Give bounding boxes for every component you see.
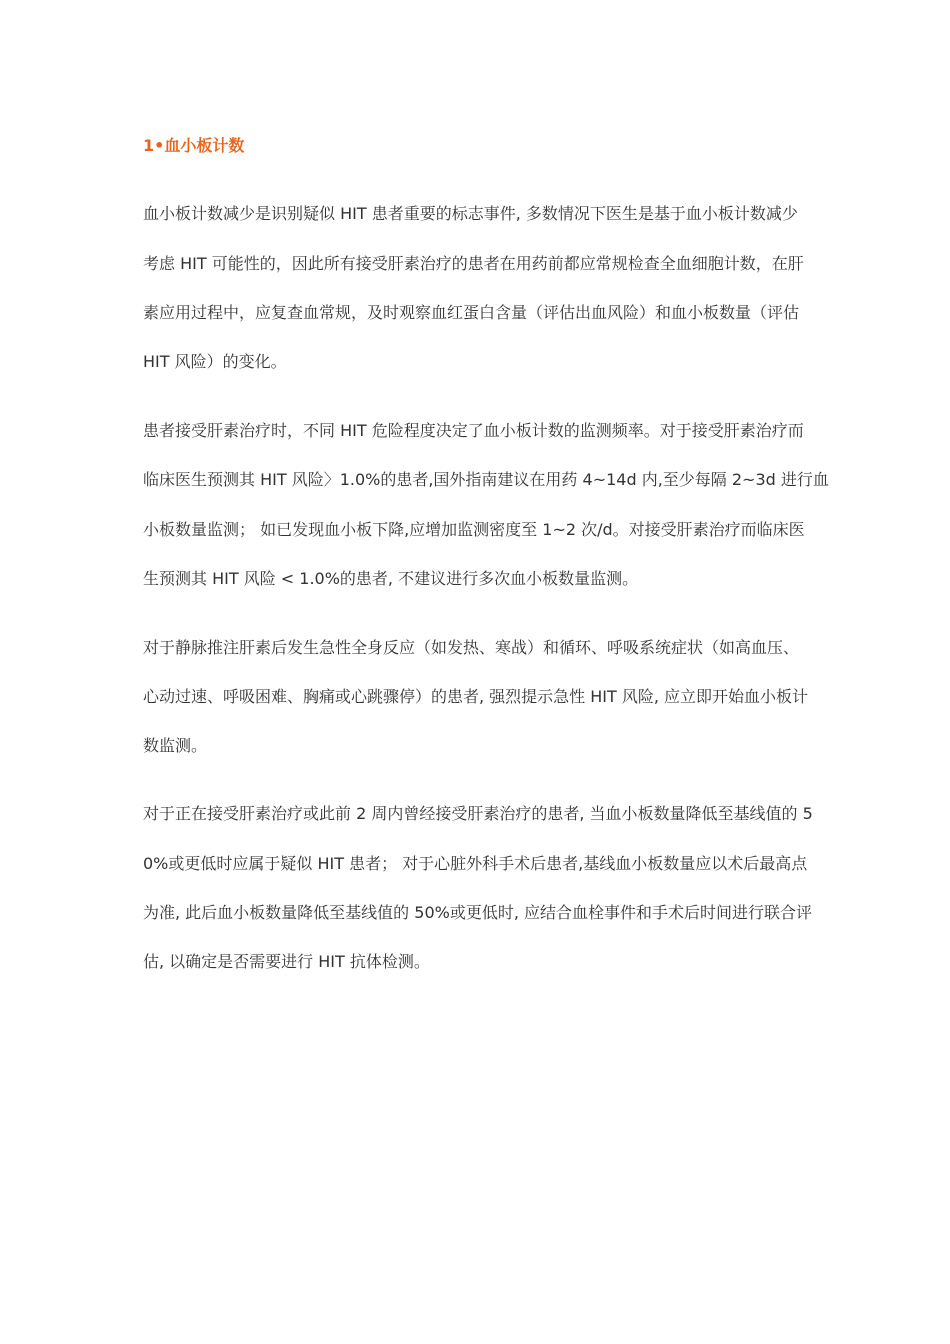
- paragraph-1-line-3: 素应用过程中，应复查血常规，及时观察血红蛋白含量（评估出血风险）和血小板数量（评估: [143, 303, 800, 322]
- section-title: 1•血小板计数: [143, 136, 245, 155]
- paragraph-1-line-1: 血小板计数减少是识别疑似 HIT 患者重要的标志事件, 多数情况下医生是基于血小板计数减少: [143, 204, 798, 223]
- paragraph-2-line-1: 患者接受肝素治疗时，不同 HIT 危险程度决定了血小板计数的监测频率。对于接受肝素治疗而: [143, 421, 804, 440]
- paragraph-3-line-1: 对于静脉推注肝素后发生急性全身反应（如发热、寒战）和循环、呼吸系统症状（如高血压、: [143, 638, 800, 657]
- paragraph-1-line-4: HIT 风险）的变化。: [143, 352, 287, 371]
- paragraph-2-line-3: 小板数量监测； 如已发现血小板下降,应增加监测密度至 1~2 次/d。对接受肝素治疗而临床医: [143, 520, 805, 539]
- paragraph-3-line-3: 数监测。: [143, 736, 208, 755]
- paragraph-1-line-2: 考虑 HIT 可能性的，因此所有接受肝素治疗的患者在用药前都应常规检查全血细胞计数，在肝: [143, 254, 804, 273]
- paragraph-4-line-1: 对于正在接受肝素治疗或此前 2 周内曾经接受肝素治疗的患者, 当血小板数量降低至基线值的 5: [143, 804, 813, 823]
- paragraph-2-line-4: 生预测其 HIT 风险 < 1.0%的患者, 不建议进行多次血小板数量监测。: [143, 569, 639, 588]
- paragraph-2-line-2: 临床医生预测其 HIT 风险〉1.0%的患者,国外指南建议在用药 4~14d 内,至少每隔 2~3d 进行血: [143, 470, 829, 489]
- paragraph-4-line-4: 估, 以确定是否需要进行 HIT 抗体检测。: [143, 952, 430, 971]
- paragraph-4-line-2: 0%或更低时应属于疑似 HIT 患者； 对于心脏外科手术后患者,基线血小板数量应以术后最高点: [143, 854, 808, 873]
- paragraph-4-line-3: 为准, 此后血小板数量降低至基线值的 50%或更低时, 应结合血栓事件和手术后时间进行联合评: [143, 903, 812, 922]
- paragraph-3-line-2: 心动过速、呼吸困难、胸痛或心跳骤停）的患者, 强烈提示急性 HIT 风险, 应立即开始血小板计: [143, 687, 809, 706]
